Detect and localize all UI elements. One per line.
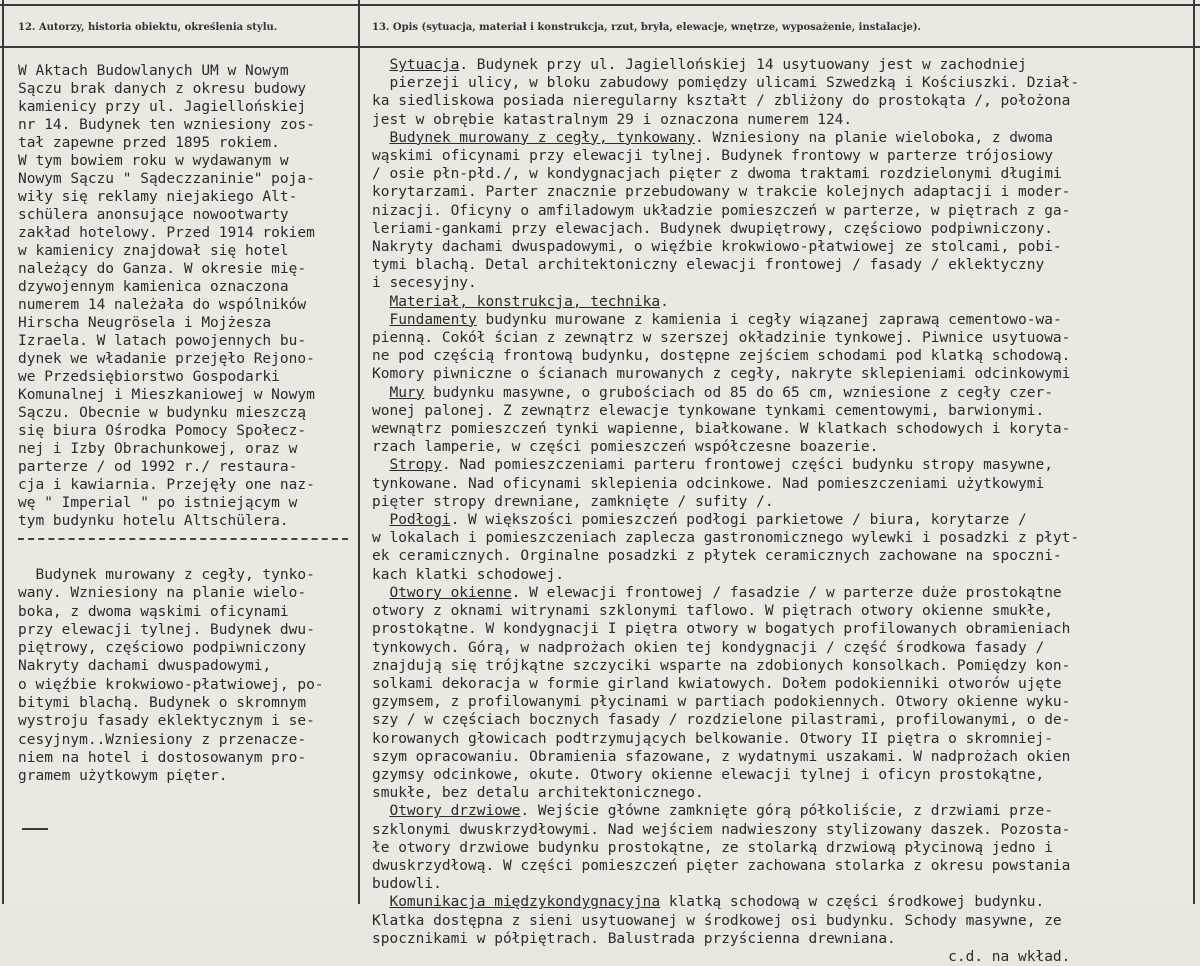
- text-line: jest w obrębie katastralnym 29 i oznaczona numerem 124.: [372, 111, 853, 128]
- text-line: niem na hotel i dostosowanym pro-: [18, 749, 307, 766]
- text-line: / osie płn-płd./, w kondygnacjach pięter z dwoma traktami rozdzielonymi długimi: [372, 166, 1062, 183]
- text-line: parterze / od 1992 r./ restaura-: [18, 459, 298, 475]
- text-line: o więźbie krokwiowo-płatwiowej, po-: [18, 676, 324, 693]
- text-line: tynkowane. Nad oficynami sklepienia odcinkowe. Nad pomieszczeniami użytkowymi: [372, 475, 1045, 492]
- text-line: dwuskrzydłową. W części pomieszczeń pięter zachowana stolarka z okresu powstania: [372, 857, 1071, 874]
- text-line: schülera anonsujące nowootwarty: [18, 207, 289, 223]
- text-line: rzach lamperie, w części pomieszczeń współczesne boazerie.: [372, 439, 879, 456]
- header-top-line: [0, 4, 1200, 6]
- text-line: pięter stropy drewniane, zamknięte / sufity /.: [372, 493, 774, 510]
- text-line: nizacji. Oficyny o amfiladowym układzie pomieszczeń w parterze, w piętrach z ga-: [372, 202, 1071, 219]
- text-line: szym opracowaniu. Obramienia sfazowane, z wydatnymi uszakami. W nadprożach okien: [372, 748, 1071, 765]
- description-text: [372, 56, 1079, 966]
- text-line: wąskimi oficynami przy elewacji tylnej. Budynek frontowy w parterze trójosiowy: [372, 148, 1053, 165]
- text-line: ka siedliskowa posiada nieregularny kształt / zbliżony do prostokąta /, położona: [372, 93, 1071, 110]
- text-line: budowli.: [372, 876, 442, 893]
- text-line: Komunalnej i Mieszkaniowej w Nowym: [18, 387, 315, 403]
- text-line: spocznikami w półpiętrach. Balustrada przyścienna drewniana.: [372, 930, 896, 947]
- text-line: pierzeji ulicy, w bloku zabudowy pomiędzy ulicami Szwedzką i Kościuszki. Dział-: [372, 75, 1080, 92]
- text-line: W tym bowiem roku w wydawanym w: [18, 153, 289, 169]
- text-line: wonej palonej. Z zewnątrz elewacje tynkowane tynkami cementowymi, barwionymi.: [372, 402, 1045, 419]
- text-line: wystroju fasady eklektycznym i se-: [18, 713, 315, 730]
- text-line: Fundamenty budynku murowane z kamienia i cegły wiązanej zaprawą cementowo-wa-: [389, 311, 1062, 328]
- text-line: w lokalach i pomieszczeniach zaplecza gastronomicznego wylewki i posadzki z płyt-: [372, 530, 1080, 547]
- text-line: Izraela. W latach powojennych bu-: [18, 333, 307, 349]
- text-line: szklonymi dwuskrzydłowymi. Nad wejściem nadwieszony stylizowany daszek. Pozosta-: [372, 821, 1071, 838]
- text-line: bitymi blachą. Budynek o skromnym: [18, 695, 307, 712]
- text-line: wewnątrz pomieszczeń tynki wapienne, białkowane. W klatkach schodowych i koryta-: [372, 421, 1071, 438]
- text-line: Sączu brak danych z okresu budowy: [18, 81, 307, 97]
- text-line: wany. Wzniesiony na planie wielo-: [18, 585, 307, 602]
- text-line: Materiał, konstrukcja, technika.: [389, 293, 669, 310]
- text-line: solkami dekoracja w formie girland kwiatowych. Dołem podokienniki otworów ujęte: [372, 675, 1062, 692]
- text-line: Hirscha Neugrösela i Mojżesza: [18, 315, 272, 331]
- section-13-header: 13. Opis (sytuacja, materiał i konstrukcja, rzut, bryła, elewacje, wnętrze, wyposażenie, instalacje).: [372, 22, 922, 33]
- text-line: Komunikacja międzykondygnacyjna klatką schodową w części środkowej budynku.: [389, 894, 1045, 911]
- text-line: nr 14. Budynek ten wzniesiony zos-: [18, 117, 315, 133]
- text-line: w kamienicy znajdował się hotel: [18, 243, 289, 259]
- text-line: należący do Ganza. W okresie mię-: [18, 261, 307, 277]
- text-line: przy elewacji tylnej. Budynek dwu-: [18, 621, 315, 638]
- left-dashed-separator: [18, 538, 348, 540]
- text-line: numerem 14 należała do wspólników: [18, 297, 307, 313]
- text-line: Komory piwniczne o ścianach murowanych z cegły, nakryte sklepieniami odcinkowymi: [372, 366, 1071, 383]
- text-line: gzymsem, z profilowanymi płycinami w partiach podokiennych. Otwory okienne wyku-: [372, 694, 1071, 711]
- text-line: smukłe, bez detalu architektonicznego.: [372, 785, 704, 802]
- text-line: Podłogi. W większości pomieszczeń podłogi parkietowe / biura, korytarze /: [389, 512, 1027, 529]
- text-line: kach klatki schodowej.: [372, 566, 565, 583]
- text-line: ne pod częścią frontową budynku, dostępne zejściem schodami pod klatką schodową.: [372, 348, 1071, 365]
- text-line: gramem użytkowym pięter.: [18, 768, 228, 785]
- text-line: prostokątne. W kondygnacji I piętra otwory w bogatych profilowanych obramieniach: [372, 621, 1071, 638]
- text-line: tał zapewne przed 1895 rokiem.: [18, 135, 280, 151]
- text-line: boka, z dwoma wąskimi oficynami: [18, 603, 289, 620]
- text-line: W Aktach Budowlanych UM w Nowym: [18, 63, 289, 79]
- column-divider: [358, 0, 360, 904]
- text-line: we Przedsiębiorstwo Gospodarki: [18, 369, 280, 385]
- text-line: leriami-gankami przy elewacjach. Budynek dwupiętrowy, częściowo podpiwniczony.: [372, 220, 1053, 237]
- text-line: otwory z oknami witrynami szklonymi taflowo. W piętrach otwory okienne smukłe,: [372, 603, 1053, 620]
- text-line: Sączu. Obecnie w budynku mieszczą: [18, 405, 307, 421]
- text-line: Budynek murowany z cegły, tynkowany. Wzniesiony na planie wieloboka, z dwoma: [389, 129, 1053, 146]
- text-line: Otwory drzwiowe. Wejście główne zamknięte górą półkoliście, z drzwiami prze-: [389, 803, 1053, 820]
- text-line: i secesyjny.: [372, 275, 477, 292]
- left-border-line: [2, 0, 4, 904]
- text-line: tynkowych. Górą, w nadprożach okien tej kondygnacji / część środkowa fasady /: [372, 639, 1045, 656]
- right-border-line: [1193, 0, 1195, 904]
- summary-text: [18, 566, 324, 786]
- text-line: nej i Izby Obrachunkowej, oraz w: [18, 441, 298, 457]
- text-line: gzymsy odcinkowe, okute. Otwory okienne elewacji tylnej i oficyn prostokątne,: [372, 766, 1045, 783]
- text-line: wiły się reklamy niejakiego Alt-: [18, 189, 298, 205]
- history-text: [18, 62, 315, 530]
- text-line: Mury budynku masywne, o grubościach od 85 do 65 cm, wzniesione z cegły czer-: [389, 384, 1053, 401]
- header-bottom-line: [0, 46, 1200, 48]
- text-line: cja i kawiarnia. Przejęły one naz-: [18, 477, 315, 493]
- text-line: dzywojennym kamienica oznaczona: [18, 279, 289, 295]
- text-line: Otwory okienne. W elewacji frontowej / fasadzie / w parterze duże prostokątne: [389, 584, 1062, 601]
- text-line: piętrowy, częściowo podpiwniczony: [18, 640, 307, 657]
- text-line: Sytuacja. Budynek przy ul. Jagiellońskiej 14 usytuowany jest w zachodniej: [389, 57, 1027, 73]
- text-line: Nakryty dachami dwuspadowymi, o więźbie krokwiowo-płatwiowej ze stolcami, pobi-: [372, 239, 1062, 256]
- text-line: kamienicy przy ul. Jagiellońskiej: [18, 99, 307, 115]
- text-line: Nakryty dachami dwuspadowymi,: [18, 658, 272, 675]
- text-line: Klatka dostępna z sieni usytuowanej w środkowej osi budynku. Schody masywne, ze: [372, 912, 1062, 929]
- text-line: ek ceramicznych. Orginalne posadzki z płytek ceramicznych zachowane na spoczni-: [372, 548, 1062, 565]
- text-line: szy / w częściach bocznych fasady / rozdzielone pilastrami, profilowanymi, o de-: [372, 712, 1071, 729]
- text-line: zakład hotelowy. Przed 1914 rokiem: [18, 225, 315, 241]
- text-line: Budynek murowany z cegły, tynko-: [18, 567, 315, 583]
- text-line: Nowym Sączu " Sądeczzaninie" poja-: [18, 171, 315, 187]
- text-line: tymi blachą. Detal architektoniczny elewacji frontowej / fasady / eklektyczny: [372, 257, 1045, 274]
- text-line: c.d. na wkład.: [372, 948, 1071, 965]
- text-line: łe otwory drzwiowe budynku prostokątne, ze stolarką drzwiową płycinową jedno i: [372, 839, 1053, 856]
- text-line: tym budynku hotelu Altschülera.: [18, 513, 289, 529]
- text-line: korowanych głowicach podtrzymujących belkowanie. Otwory II piętra o skromniej-: [372, 730, 1053, 747]
- text-line: pienną. Cokół ścian z zewnątrz w szerszej okładzinie tynkowej. Piwnice usytuowa-: [372, 330, 1071, 347]
- text-line: Stropy. Nad pomieszczeniami parteru frontowej części budynku stropy masywne,: [389, 457, 1053, 474]
- section-12-header: 12. Autorzy, historia obiektu, określenia stylu.: [18, 22, 278, 33]
- text-line: wę " Imperial " po istniejącym w: [18, 495, 298, 511]
- text-line: dynek we władanie przejęło Rejono-: [18, 351, 315, 367]
- text-line: cesyjnym..Wzniesiony z przenacze-: [18, 731, 307, 748]
- text-line: się biura Ośrodka Pomocy Społecz-: [18, 423, 307, 439]
- text-line: korytarzami. Parter znacznie przebudowany w trakcie kolejnych adaptacji i moder-: [372, 184, 1071, 201]
- text-line: znajdują się trójkątne szczyciki wsparte na zdobionych konsolkach. Pomiędzy kon-: [372, 657, 1071, 674]
- left-short-rule: [22, 828, 48, 830]
